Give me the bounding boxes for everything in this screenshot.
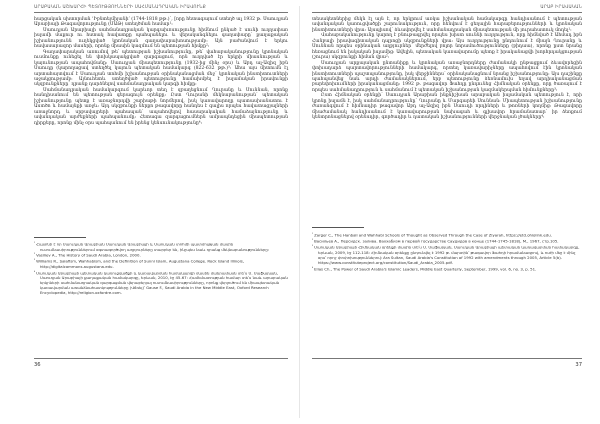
paragraph: Սահմանադրական համակարգում կարևոր տեղ է զբաղեցնում Ղուրանը և Սուննան, որոնք հանդիսանում են պետության գերագույն օրենքը: Ըստ Ղուրանի մեկնաբանության՝ պետական իշխանությունը պետք է առաջնորդվի շարիաթի նորմերով, իսկ կառավարողը պատասխանատու է Աստծո և համայնքի առջև: Այդ սկզբունքի ներքո թագավորը հանդես է գալիս որպես հավատացյալների առաջնորդ և սրբավայրերի պահապան՝ ապահովելով հասարակական համաձայնությունը և ավանդական արժեքների պահպանումը: Հետագա զարգացումներն ամրապնդեցին միապետության դիրքերը, որոնք մինչ օրս պահպանում են իրենց կենսունակությունը⁴: xyxy=(34,87,288,126)
footer-rule xyxy=(34,358,288,359)
footnote-rule xyxy=(312,227,364,228)
footnote-text: Васильев А., Персидск. залива. Ваххабизм в первой государстве Саудидов в конце (1744-1745-1818), М., 1967, стр.105. xyxy=(314,238,559,244)
header-rule xyxy=(34,12,288,13)
footnote xyxy=(312,266,582,272)
footnote-text: Սաուդյան Արաբիայի պետական կառուցվածքի և կառավարման համակարգի մասին մանրամասն տե՛ս Ս. Սաֆարյան, Սաուդյան Արաբիայի քաղաքական համակարգը, Երևան, 2010, էջ 45-67: Համեմատության համար տե՛ս նաև արաբական երկրների սահմանադրական զարգացման վերաբերյալ ուսումնասիրությունները, որոնք վերլուծում են միապետական կառավարման առանձնահատկությունները (Վճռել)՝ Gause F., Saudi Arabia in the New Middle East, Oxford Research Encyclopedia, http://religion.oxfordre.com. xyxy=(36,270,288,296)
footnote-rule xyxy=(34,237,86,238)
running-head: ԱՐԱԲ ԻՐԱՎԱԿԱՆ xyxy=(540,4,582,9)
footnote-text: Vasiliev A., The History of Saudi Arabia, London, 2000. xyxy=(36,252,141,258)
footnote-text: Սաուդյան Արաբիայի Հիմնական օրենքի մասին տե՛ս Ս. Սաֆարյան, Սաուդյան Արաբիայի պետական կառավարման համակարգը, Երևան, 2009, էջ 112-118: Հիմնական օրենքը ընդունվել է 1992 թ. մարտին՝ թագավոր Ֆահդի հրամանագրով, և ուժի մեջ է մինչ օրս՝ որոշ փոփոխություններով: Ara Sultan, Saudi Arabia's Constitution of 1992 with amendments through 2005, Article 5(b). https://www.constituteproject.org/constitution/Saudi_Arabia_2005.pdf. xyxy=(314,244,580,265)
footnote xyxy=(312,232,582,238)
paragraph: տեսակետներից մեկն էլ այն է, որ երկրում առկա իշխանական համակարգը հանդիսանում է պետության ավանդական կառուցվածքի շարունակություն, որը հենվում է ցեղային հարաբերությունների և կրոնական ինստիտուտների վրա: Այսպիսով՝ ձևավորվել է սահմանադրական միապետության մի յուրահատուկ մոդել¹: xyxy=(312,17,582,33)
page-number: 37 xyxy=(575,362,582,368)
page-number: 36 xyxy=(34,362,41,368)
footnote-text: Zarger C., The Hanbali and Wahhabi Schools of Thought as Observed Through the Case of Ziyarah, https://etd.ohiolink.edu. xyxy=(314,232,552,238)
footnote xyxy=(34,270,288,296)
footnote xyxy=(312,238,582,244)
footnote-text: Elias Ch., The Power of Saudi Arabia's Islamic Leaders, Middle East Quarterly, September, 1999, vol. 6, no. 3, p. 51. xyxy=(314,266,537,272)
header-rule xyxy=(312,12,582,13)
footnote-text: Հայտնի է որ Սաուդյան Արաբիան Սաուդյան Արաբիայի և Սաուդյան տոհմի պատմության մասին ուսումնասիրություններում օգտագործվող աղբյուրները տարբեր են, ինչպես նաև դրանց մեկնաբանությունները: xyxy=(36,241,270,252)
paragraph: Սաուդյան Արաբիայի սահմանադրական կարգախոսությունը հիմնում ընկած է սունի ուղղափառ իսլամի մաքուր ու հստակ հավատքը պահպանելու և վերականգնելու գաղափարը՝ քաղաքական իշխանությունն ուղեկցված կրոնական գաղափարախոսությամբ: Այն բաժանվում է երկու հավասարազոր մասերի, որոնք միասին կազմում են պետության հիմքը²: xyxy=(34,27,288,50)
paragraph: Ըստ Հիմնական օրենքի՝ Սաուդյան Արաբիան ինքնիշխան արաբական իսլամական պետություն է, որի կրոնը իսլամն է, իսկ սահմանադրությունը՝ Ղուրանը և Մարգարեի Սուննան: Միապետության իշխանությունը ժառանգվում է հիմնադիր թագավոր Աբդ ալ-Ազիզ իբն Սաուդի որդիների և թոռների կողմից: Թագավորը միաժամանակ հանդիսանում է կառավարության նախագահ և գլխավոր հրամանատար՝ իր ձեռքում կենտրոնացնելով օրենսդիր, գործադիր և դատական իշխանությունների վերջնական լծակները⁴: xyxy=(312,93,582,121)
body-text xyxy=(312,17,582,121)
footnote-mark: ⁴ xyxy=(34,269,36,274)
right-page xyxy=(300,0,600,424)
footnote-text: Williams R., Salafism, Wahhabism, and the Definition of Sunni Islam, Augustana College. Rock Island Illinois, http://digitalcommons.augustana.edu. xyxy=(36,258,244,269)
footnote xyxy=(312,244,582,265)
footnote xyxy=(34,252,288,258)
running-head: ԱՐԱԲԱԿԱՆ ԱՇԽԱՐՀԻ ՊԵՏՈՒԹՅՈՒՆՆԵՐԻ ՍԱՀՄԱՆԱԴՐԱԿԱՆ ԻՐԱՎՈՒՆՔ xyxy=(34,4,206,9)
body-text xyxy=(34,17,288,126)
footnote-mark: ¹ xyxy=(312,232,314,236)
footnote-mark: ⁴ xyxy=(312,265,314,270)
footnotes xyxy=(34,241,288,296)
footnote-mark: ² xyxy=(34,252,36,257)
footnote-mark: ³ xyxy=(34,258,36,263)
footnote-mark: ¹ xyxy=(34,241,36,245)
paragraph: Սաուդյան արքայական ընտանիքը և կրոնական առաջնորդները ժամանակի ընթացքում ձևավորեցին փոխադարձ պարտավորությունների համակարգ, որտեղ կառավարիչները ապահովում էին կրոնական ինստիտուտների պաշտպանությունը, իսկ վերջիններս՝ օրինականացնում նրանց իշխանությունը: Այս դաշինքը պահպանվեց նաև արդի ժամանակներում, երբ պետությունը ձեռնամուխ եղավ արդիականացման բարեփոխումների իրականացմանը: 1992 թ. թագավոր Ֆահդը ընդունեց Հիմնական օրենքը, որը ծառայում է որպես սահմանադրություն և սահմանում է պետական իշխանության կազմակերպման հիմունքները³: xyxy=(312,60,582,93)
paragraph: հարցական սխտորման ՙԻբնտեյմիյանի՚ (1744-1818 թթ.)՝, [որը հետագայում ստեղծ ալ 1932 թ. Սաուդյան Արաբիայի Թագավորությունը (ՍԱԹ) ստեղծման համար¹: xyxy=(34,17,288,28)
footnotes xyxy=(312,232,582,272)
footnote-mark: ² xyxy=(312,238,314,243)
footnote xyxy=(34,258,288,269)
footnote-mark: ³ xyxy=(312,244,314,249)
paragraph: Գաղափարական առումով թե՛ պետության իշխանությունը, թե՛ վահաբականությունը կրոնական ուսմունքը ունեցել են փոխկապակցված զարգացում, որն ուղղված էր երկրի միասնության և կայունության ապահովմանը: Սաուդյան միապետությունը (1932-ից մինչ օրս) և Աբդ ալ-Ազիզ իբն Սաուդը (կարողացավ ստեղծել կայուն պետական համակարգ (822-632 թթ.)³: Ահա այս միտումն էլ արտահայտվում է Սաուդյան տոհմի իշխանության օրինականացման մեջ՝ կրոնական ինստիտուտների աջակցությամբ: Այնուհետև ստեղծված պետությունը համախմբել է իսլամական իրավունքի սկզբունքները՝ դրանք դարձնելով սահմանադրական կարգի հիմքը: xyxy=(34,49,288,88)
footnote xyxy=(34,241,288,252)
footer-rule xyxy=(312,358,582,359)
paragraph: Վահաբականությունը կարող է բնութագրվել որպես խիստ սուննի ուղղություն, որը հիմնված է Ահմադ իբն Հանբալի իրավագիտական դպրոցի սկզբունքների վրա: Այս ուղղությունը ընդունում է միայն Ղուրանը և Սուննան որպես օրինական աղբյուրներ՝ մերժելով բոլոր նորամուծությունները (բիդաա), որոնք ըստ նրանց հեռացնում են իսկական իսլամից: Ավելին, պետական կառավարումը պետք է իրականացվի խորհրդակցության (շուրա) սկզբունքի հիման վրա²: xyxy=(312,33,582,61)
